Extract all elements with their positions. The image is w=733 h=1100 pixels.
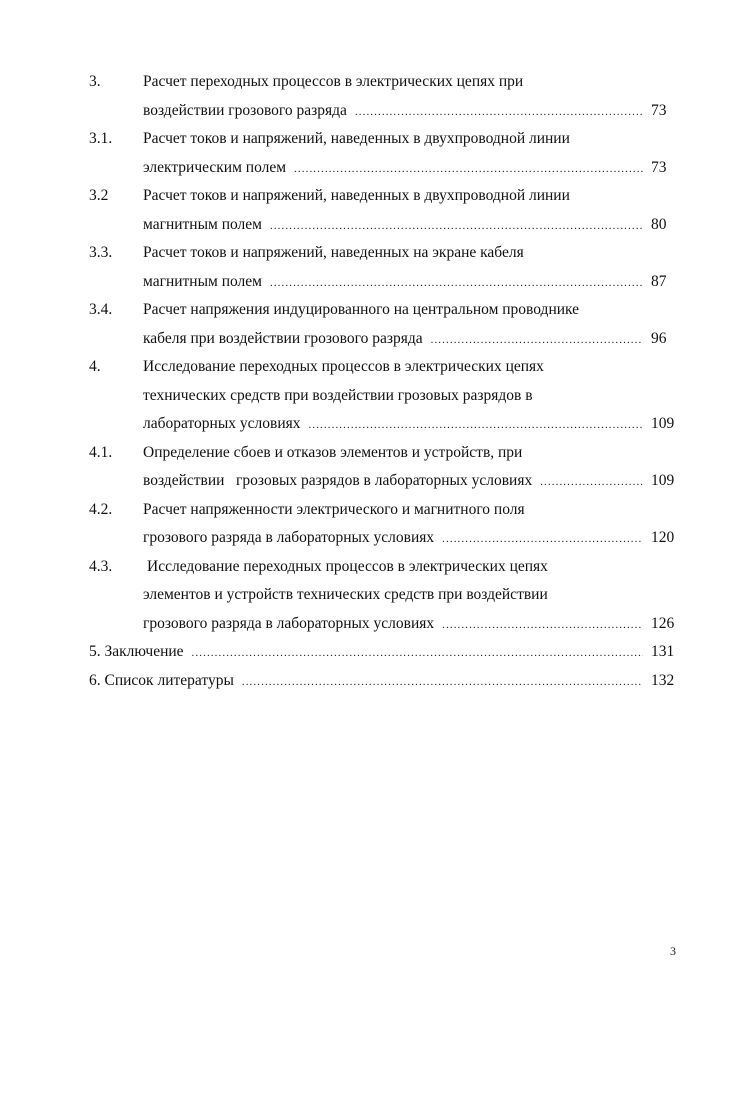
toc-entry-number: 3.2 — [89, 187, 109, 204]
toc-entry-3 — [89, 68, 685, 125]
dot-leader — [294, 155, 643, 184]
toc-entry-title-line: Расчет токов и напряжений, наведенных на экране кабеля — [143, 244, 524, 261]
toc-entry-title-line: воздействии грозовых разрядов в лабораторных условиях — [143, 472, 533, 489]
dot-leader — [355, 98, 643, 127]
toc-entry-3-3 — [89, 239, 685, 296]
toc-entry-4 — [89, 353, 685, 439]
toc-entry-number: 4.2. — [89, 500, 113, 518]
toc-entry-number: 3.4. — [89, 301, 113, 318]
dot-leader — [270, 212, 643, 241]
toc-entry-6 — [89, 667, 685, 696]
toc-entry-number: 4.1. — [89, 443, 113, 461]
toc-entry-title-line: Исследование переходных процессов в электрических цепях — [147, 557, 548, 575]
toc-entry-title-line: магнитным полем — [143, 215, 262, 233]
toc-entry-number: 4. — [89, 358, 101, 375]
table-of-contents — [89, 68, 685, 695]
dot-leader — [442, 525, 643, 554]
toc-entry-number: 4.3. — [89, 557, 113, 575]
dot-leader — [540, 468, 643, 497]
toc-entry-title-line: технических средств при воздействии грозовых разрядов в — [143, 386, 533, 404]
toc-entry-page: 120 — [651, 529, 675, 546]
dot-leader — [242, 668, 643, 697]
toc-entry-number: 3.1. — [89, 130, 113, 147]
dot-leader — [309, 411, 644, 440]
toc-entry-title-line: Расчет напряжения индуцированного на центральном проводнике — [143, 301, 580, 318]
toc-entry-title-line: Расчет токов и напряжений, наведенных в двухпроводной линии — [143, 187, 570, 204]
toc-entry-title-line: грозового разряда в лабораторных условиях — [143, 529, 435, 546]
toc-entry-title-line: Расчет переходных процессов в электрических цепях при — [143, 73, 524, 90]
toc-entry-3-1 — [89, 125, 685, 182]
toc-entry-number: 3.3. — [89, 244, 113, 261]
toc-entry-5 — [89, 638, 685, 667]
toc-entry-title-line: Расчет токов и напряжений, наведенных в двухпроводной линии — [143, 130, 570, 147]
toc-entry-4-2 — [89, 496, 685, 553]
toc-entry-page: 109 — [651, 415, 675, 432]
toc-entry-title-line: Исследование переходных процессов в электрических цепях — [143, 358, 544, 375]
dot-leader — [442, 611, 643, 640]
dot-leader — [192, 639, 643, 668]
toc-entry-4-1 — [89, 439, 685, 496]
toc-entry-title-line: магнитным полем — [143, 272, 262, 290]
toc-entry-title-line: грозового разряда в лабораторных условиях — [143, 614, 435, 632]
toc-entry-page: 109 — [651, 472, 675, 489]
toc-entry-title-line: Определение сбоев и отказов элементов и устройств, при — [143, 443, 523, 461]
toc-entry-4-3 — [89, 553, 685, 639]
toc-entry-title-line: Расчет напряженности электрического и магнитного поля — [143, 500, 525, 518]
toc-entry-page: 73 — [651, 158, 667, 176]
toc-entry-page: 131 — [651, 643, 675, 660]
dot-leader — [270, 269, 643, 298]
toc-entry-title-line: 5. Заключение — [89, 643, 184, 660]
toc-entry-title-line: лабораторных условиях — [143, 415, 301, 432]
toc-entry-page: 87 — [651, 272, 667, 290]
toc-entry-page: 80 — [651, 215, 667, 233]
toc-entry-page: 126 — [651, 614, 675, 632]
toc-entry-3-4 — [89, 296, 685, 353]
toc-entry-title-line: воздействии грозового разряда — [143, 101, 347, 119]
toc-entry-title-line: электрическим полем — [143, 158, 287, 176]
toc-entry-3-2 — [89, 182, 685, 239]
toc-entry-page: 96 — [651, 329, 667, 347]
toc-entry-title-line: кабеля при воздействии грозового разряда — [143, 329, 423, 347]
page-number: 3 — [670, 944, 676, 958]
dot-leader — [431, 326, 643, 355]
toc-entry-number: 3. — [89, 73, 101, 90]
toc-entry-page: 132 — [651, 671, 675, 689]
toc-entry-page: 73 — [651, 101, 667, 119]
toc-entry-title-line: элементов и устройств технических средств при воздействии — [143, 586, 548, 603]
toc-entry-title-line: 6. Список литературы — [89, 671, 234, 689]
